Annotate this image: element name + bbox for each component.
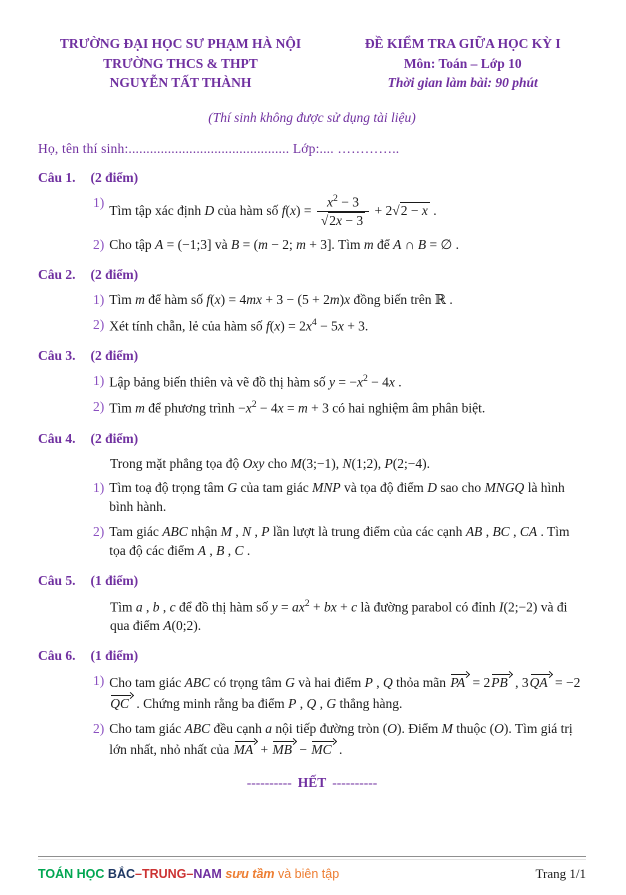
math-variable: D	[427, 480, 437, 496]
question-points: (2 điểm)	[90, 347, 139, 363]
text-run: Cho tập	[109, 236, 155, 252]
vector	[271, 739, 296, 757]
math-variable: P	[288, 695, 297, 711]
question-label: Câu 1.	[38, 170, 76, 186]
math-variable: AB	[465, 524, 483, 540]
radical-sign: √	[320, 212, 329, 228]
text-run: ,	[224, 543, 235, 559]
math-variable: m	[135, 400, 145, 416]
math-variable: ABC	[184, 720, 211, 736]
superscript: 2	[362, 372, 368, 384]
text-run: thỏa mãn	[392, 675, 450, 691]
radicand	[400, 202, 430, 218]
question-item	[93, 523, 586, 561]
question-heading	[38, 347, 586, 366]
item-marker: 2)	[93, 399, 105, 415]
text-run: ) =	[295, 203, 315, 219]
question-label: Câu 3.	[38, 347, 76, 363]
question-label: Câu 5.	[38, 573, 76, 588]
math-variable: x	[289, 203, 296, 219]
text-run: ). Điểm	[397, 720, 442, 736]
math-variable: A	[163, 618, 172, 634]
math-variable: MNP	[312, 480, 341, 496]
question-points: (2 điểm)	[90, 170, 139, 186]
exam-title: ĐỀ KIỂM TRA GIỮA HỌC KỲ I	[364, 36, 561, 51]
text-run: Xét tính chẵn, lẻ của hàm số	[109, 318, 266, 334]
text-run: ,	[142, 599, 153, 615]
flex-spacer	[38, 793, 586, 846]
text-run: . Chứng minh rằng ba điểm	[133, 695, 289, 711]
text-run: .	[429, 203, 437, 219]
math-variable: B	[216, 543, 225, 559]
math-variable: MNGQ	[484, 480, 525, 496]
school-line-2: TRƯỜNG THCS & THPT	[103, 55, 258, 71]
text-run: (2;−2) và đi qua điểm	[110, 599, 568, 634]
math-variable: c	[169, 599, 176, 615]
math-variable: x	[245, 400, 252, 416]
text-run: là đường parabol có đỉnh	[357, 599, 500, 615]
question-block	[38, 572, 586, 636]
text-run: và hai điểm	[294, 675, 365, 691]
question-heading	[38, 430, 586, 449]
math-variable: m	[296, 236, 306, 252]
math-variable: mx	[246, 291, 262, 307]
item-content	[110, 455, 586, 474]
text-run: ∩	[401, 236, 418, 252]
item-content	[109, 672, 586, 714]
math-variable: f	[206, 291, 211, 307]
text-run: + 3.	[343, 318, 369, 334]
text-run: + 3]. Tìm	[305, 236, 364, 252]
text-run: (1;2),	[351, 455, 385, 471]
math-variable: B	[417, 236, 427, 252]
math-variable: B	[230, 236, 240, 252]
item-content	[109, 479, 586, 517]
text-run: để phương trình −	[144, 400, 246, 416]
text-run: . Tìm tọa độ các điểm	[109, 524, 570, 559]
radicand	[328, 212, 365, 228]
fraction-denominator	[317, 211, 369, 230]
text-run: +	[309, 599, 324, 615]
math-variable: G	[285, 675, 295, 691]
math-variable: x	[388, 374, 395, 390]
math-variable: QA	[529, 675, 548, 691]
text-run: Tam giác	[109, 524, 163, 540]
math-variable: bx	[323, 599, 337, 615]
fraction-numerator	[317, 194, 369, 210]
question-heading	[38, 572, 586, 591]
math-variable: G	[227, 480, 238, 496]
question-item	[110, 597, 586, 636]
math-variable: A	[393, 236, 402, 252]
text-run: có trọng tâm	[210, 675, 286, 691]
text-run: − 3	[337, 194, 359, 210]
item-content	[109, 720, 586, 760]
text-run: đều cạnh	[210, 720, 266, 736]
text-run: để đồ thị hàm số	[175, 599, 272, 615]
math-variable: P	[384, 455, 393, 471]
vector	[490, 672, 512, 690]
item-content	[109, 523, 586, 561]
item-marker: 1)	[93, 195, 105, 211]
page-footer	[38, 860, 586, 888]
text-run: nội tiếp đường tròn (	[271, 720, 388, 736]
question-item	[93, 672, 586, 714]
page-header	[38, 34, 586, 93]
question-heading	[38, 266, 586, 285]
math-variable: O	[494, 720, 504, 736]
math-variable: y	[271, 599, 278, 615]
math-variable: C	[234, 543, 244, 559]
footer-credit-segment: và biên tập	[274, 866, 340, 881]
text-run: − 5	[316, 318, 338, 334]
math-variable: PA	[450, 675, 466, 691]
text-run: .	[394, 374, 402, 390]
math-variable: CA	[519, 524, 538, 540]
superscript: 2	[304, 597, 310, 609]
math-variable: BC	[492, 524, 510, 540]
text-run: là hình bình hành.	[109, 480, 565, 515]
math-variable: x	[337, 318, 344, 334]
math-variable: x	[277, 400, 284, 416]
question-points: (1 điểm)	[90, 648, 139, 664]
math-variable: QC	[110, 695, 130, 711]
math-variable: Q	[306, 695, 317, 711]
item-content	[110, 597, 586, 636]
math-variable: A	[197, 543, 206, 559]
math-variable: m	[363, 236, 374, 252]
math-variable: x	[214, 291, 221, 307]
text-run: 2 −	[400, 203, 422, 219]
math-variable: G	[326, 695, 337, 711]
question-block	[38, 647, 586, 759]
question-item	[93, 291, 586, 310]
question-label: Câu 6.	[38, 648, 76, 664]
item-content	[109, 291, 586, 310]
item-marker: 1)	[93, 480, 105, 496]
math-variable: m	[298, 400, 308, 416]
question-block	[38, 430, 586, 561]
end-dashes-left: ----------	[246, 774, 292, 790]
text-run: Tìm toạ độ trọng tâm	[109, 480, 228, 496]
exam-subject: Môn: Toán – Lớp 10	[403, 55, 522, 71]
question-item	[93, 720, 586, 760]
footer-credit-segment: –TRUNG–	[135, 866, 194, 881]
text-run: thuộc (	[452, 720, 495, 736]
item-content	[109, 236, 586, 255]
question-block	[38, 347, 586, 419]
question-heading	[38, 647, 586, 666]
text-run: − 2;	[267, 236, 297, 252]
text-run: ). Tìm giá trị lớn nhất, nhỏ nhất của	[109, 720, 573, 757]
text-run: ) = 2	[280, 318, 306, 334]
item-marker: 2)	[93, 524, 105, 540]
exam-note: (Thí sinh không được sử dụng tài liệu)	[208, 109, 416, 125]
text-run: = −	[334, 374, 357, 390]
text-run: )	[339, 291, 345, 307]
math-variable: x	[274, 318, 281, 334]
text-run: = (	[239, 236, 259, 252]
text-run: =	[277, 599, 292, 615]
text-run: ,	[482, 524, 493, 540]
text-run: Cho tam giác	[109, 720, 185, 736]
math-variable: M	[220, 524, 233, 540]
superscript: 2	[251, 399, 257, 411]
text-run: (3;−1),	[301, 455, 343, 471]
end-line	[38, 774, 586, 793]
text-run: Cho tam giác	[109, 675, 185, 691]
text-run: của tam giác	[237, 480, 313, 496]
question-item	[93, 479, 586, 517]
school-block	[38, 34, 323, 93]
question-points: (2 điểm)	[90, 430, 139, 446]
text-run: Trong mặt phẳng tọa độ	[110, 455, 243, 471]
question-points: (2 điểm)	[90, 266, 139, 282]
text-run: ,	[251, 524, 262, 540]
math-variable: m	[135, 291, 145, 307]
math-variable: M	[290, 455, 302, 471]
text-run: ,	[316, 695, 327, 711]
item-marker: 2)	[93, 236, 105, 252]
math-variable: ABC	[162, 524, 188, 540]
footer-credit-segment: NAM	[193, 866, 226, 881]
math-variable: P	[261, 524, 270, 540]
school-line-1: TRƯỜNG ĐẠI HỌC SƯ PHẠM HÀ NỘI	[59, 36, 302, 51]
text-run: 2	[329, 212, 337, 228]
text-run: + 2	[371, 203, 393, 219]
text-run: + 3 có hai nghiệm âm phân biệt.	[307, 400, 486, 416]
candidate-name-line: Họ, tên thí sinh:............................................. Lớp:.... …………..	[38, 140, 400, 156]
page-number: Trang 1/1	[535, 865, 586, 881]
text-run: lần lượt là trung điểm của các cạnh	[269, 524, 466, 540]
text-run: − 4	[256, 400, 278, 416]
text-run: (	[285, 203, 290, 219]
radical-sign: √	[392, 203, 400, 219]
text-run: +	[336, 599, 352, 615]
text-run: để hàm số	[144, 291, 207, 307]
item-content	[109, 398, 586, 418]
vector	[233, 739, 258, 757]
footer-credit	[38, 866, 339, 884]
text-run: + 3 − (5 + 2	[262, 291, 330, 307]
text-run: nhận	[187, 524, 221, 540]
text-run: Lập bảng biến thiên và vẽ đồ thị hàm số	[109, 374, 329, 390]
text-run: − 4	[367, 374, 389, 390]
footer-credit-segment: sưu tầm	[225, 866, 275, 881]
math-variable: I	[499, 599, 504, 615]
exam-info-block	[339, 34, 586, 93]
math-variable: a	[135, 599, 143, 615]
math-variable: O	[387, 720, 398, 736]
footer-credit-segment: TOÁN HỌC	[38, 866, 108, 881]
math-variable: x	[344, 291, 351, 307]
math-variable: x	[356, 374, 363, 390]
text-run: (2;−4).	[392, 455, 430, 471]
vector	[310, 739, 335, 757]
question-item	[93, 372, 586, 392]
question-label: Câu 4.	[38, 430, 76, 446]
item-content	[109, 316, 586, 336]
text-run: ,	[509, 524, 520, 540]
math-variable: b	[152, 599, 160, 615]
question-item	[93, 316, 586, 336]
math-variable: Q	[382, 675, 393, 691]
text-run: ,	[296, 695, 307, 711]
math-variable: ax	[292, 599, 305, 615]
math-variable: PB	[491, 675, 508, 691]
math-variable: A	[155, 236, 164, 252]
text-run: và tọa độ điểm	[340, 480, 428, 496]
math-variable: x	[336, 212, 343, 228]
math-variable: m	[258, 236, 268, 252]
math-variable: x	[305, 318, 312, 334]
item-marker: 2)	[93, 720, 105, 736]
item-marker: 1)	[93, 372, 105, 388]
text-run: , 3	[511, 675, 529, 691]
text-run: Tìm	[110, 599, 136, 615]
text-run: = ∅ .	[426, 236, 459, 252]
math-variable: MB	[272, 741, 292, 757]
text-run: =	[283, 400, 299, 416]
math-variable: f	[281, 203, 286, 219]
math-variable: Oxy	[242, 455, 265, 471]
superscript: 4	[311, 316, 317, 328]
text-run: .	[335, 741, 343, 757]
question-block	[38, 266, 586, 336]
text-run: thẳng hàng.	[336, 695, 403, 711]
math-variable: N	[342, 455, 352, 471]
math-variable: ABC	[184, 675, 211, 691]
text-run: cho	[264, 455, 291, 471]
question-item	[93, 194, 586, 230]
math-variable: MC	[311, 741, 332, 757]
item-marker: 1)	[93, 291, 105, 307]
question-block	[38, 169, 586, 254]
vector	[109, 693, 133, 711]
text-run: Tìm	[109, 400, 136, 416]
question-points: (1 điểm)	[90, 573, 139, 588]
text-run: ,	[159, 599, 170, 615]
item-marker: 1)	[93, 673, 105, 689]
item-content	[109, 194, 586, 230]
superscript: 2	[333, 193, 338, 205]
text-run: = −2	[551, 675, 581, 691]
math-variable: a	[265, 720, 272, 736]
math-variable: MA	[233, 741, 254, 757]
text-run: ,	[232, 524, 243, 540]
text-run: = 2	[469, 675, 491, 691]
math-variable: x	[327, 194, 333, 210]
text-run: (	[210, 291, 215, 307]
end-dashes-right: ----------	[332, 774, 378, 790]
math-variable: N	[242, 524, 252, 540]
square-root	[321, 212, 365, 230]
fraction	[317, 194, 369, 230]
text-run: đồng biến trên ℝ .	[350, 291, 453, 307]
text-run: +	[257, 741, 272, 757]
text-run: Tìm	[109, 291, 136, 307]
math-variable: c	[351, 599, 358, 615]
vector	[449, 672, 469, 690]
question-item	[93, 398, 586, 418]
text-run: (	[269, 318, 275, 334]
school-line-3: NGUYỄN TẤT THÀNH	[109, 75, 252, 91]
exam-duration: Thời gian làm bài: 90 phút	[387, 75, 538, 91]
text-run: để	[373, 236, 394, 252]
question-item	[110, 455, 586, 474]
math-variable: x	[421, 203, 428, 219]
square-root	[392, 202, 430, 221]
text-run: của hàm số	[214, 203, 282, 219]
text-run: sao cho	[436, 480, 485, 496]
text-run: ) = 4	[220, 291, 247, 307]
text-run: (0;2).	[171, 618, 202, 634]
item-content	[109, 372, 586, 392]
text-run: ,	[205, 543, 217, 559]
math-variable: y	[328, 374, 335, 390]
text-run: −	[295, 741, 311, 757]
math-variable: M	[441, 720, 453, 736]
text-run: − 3	[342, 212, 364, 228]
text-run: = (−1;3] và	[163, 236, 231, 252]
text-run: .	[243, 543, 251, 559]
math-variable: f	[265, 318, 270, 334]
questions-section	[38, 158, 586, 765]
math-variable: m	[329, 291, 340, 307]
question-label: Câu 2.	[38, 266, 76, 282]
text-run: ,	[372, 675, 383, 691]
math-variable: D	[204, 203, 215, 219]
text-run: Tìm tập xác định	[109, 203, 205, 219]
question-heading	[38, 169, 586, 188]
question-item	[93, 236, 586, 255]
vector	[529, 672, 552, 690]
footer-credit-segment: BẮC	[107, 866, 136, 881]
item-marker: 2)	[93, 316, 105, 332]
math-variable: P	[364, 675, 373, 691]
end-word: HẾT	[297, 774, 327, 790]
